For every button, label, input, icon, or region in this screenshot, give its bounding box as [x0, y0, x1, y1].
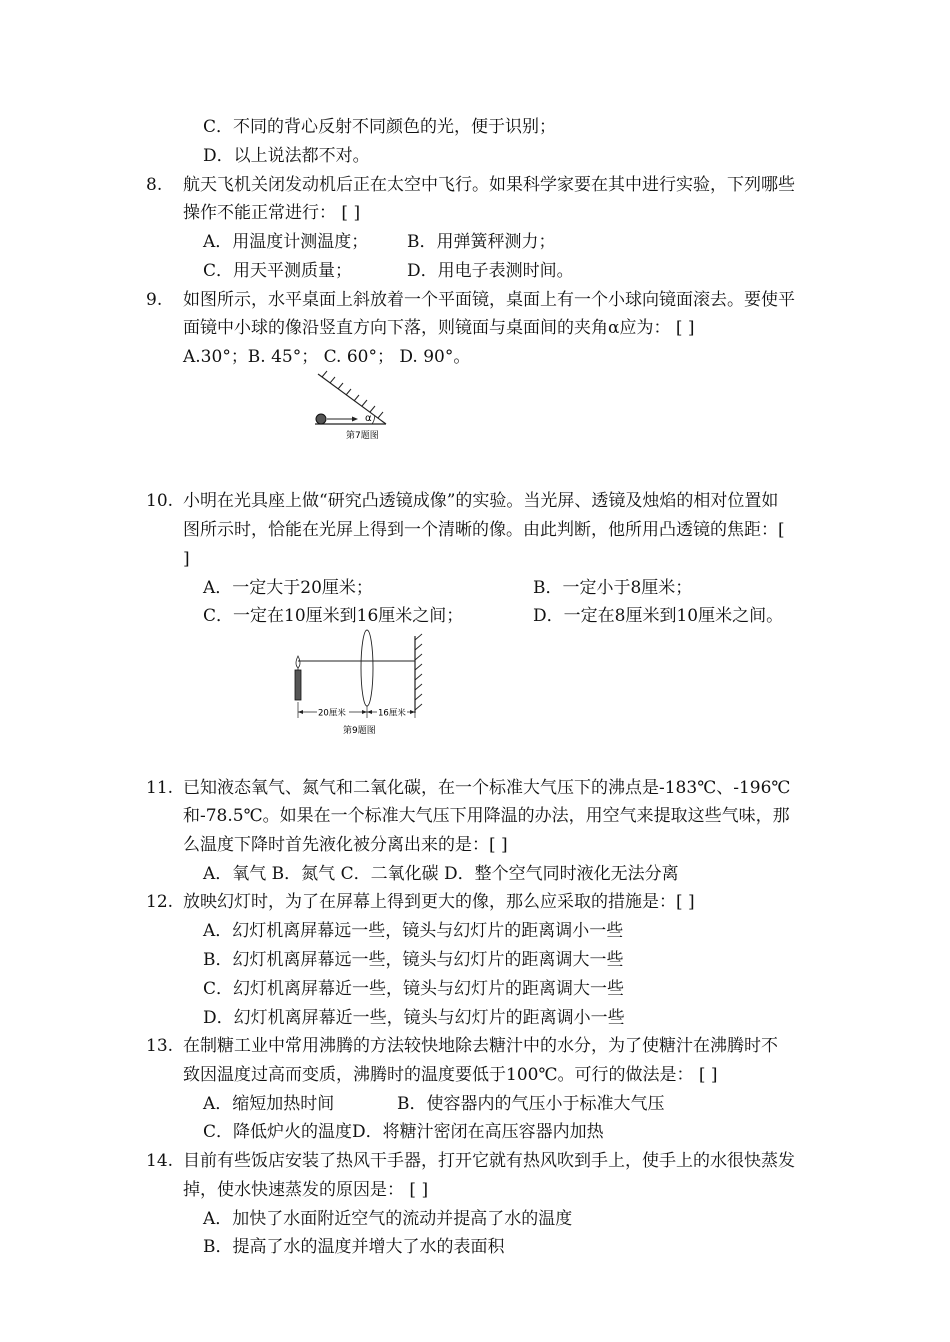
q8-option-d: D．用电子表测时间。 — [407, 261, 574, 281]
q13-stem-line2: 致因温度过高而变质，沸腾时的温度要低于100℃。可行的做法是： [ ] — [183, 1065, 718, 1085]
q14-option-a: A．加快了水面附近空气的流动并提高了水的温度 — [203, 1209, 573, 1229]
q11-stem-line3: 么温度下降时首先液化被分离出来的是：[ ] — [183, 835, 508, 855]
q12-number: 12. — [146, 892, 174, 912]
q13-option-b: B．使容器内的气压小于标准大气压 — [397, 1094, 665, 1114]
q10-dist2-label: 16厘米 — [378, 708, 406, 719]
q9-stem-line1: 如图所示，水平桌面上斜放着一个平面镜，桌面上有一个小球向镜面滚去。要使平 — [183, 290, 795, 310]
lens-icon — [361, 630, 373, 706]
q12-stem-line1: 放映幻灯时，为了在屏幕上得到更大的像，那么应采取的措施是：[ ] — [183, 892, 695, 912]
q11-options: A．氧气 B．氮气 C．二氧化碳 D．整个空气同时液化无法分离 — [203, 864, 679, 884]
q10-dist1-label: 20厘米 — [318, 708, 346, 719]
q10-stem-line1: 小明在光具座上做“研究凸透镜成像”的实验。当光屏、透镜及烛焰的相对位置如 — [183, 491, 779, 511]
q12-option-b: B．幻灯机离屏幕远一些，镜头与幻灯片的距离调大一些 — [203, 950, 624, 970]
q9-angle-label: α — [365, 413, 372, 424]
q13-option-a: A．缩短加热时间 — [203, 1094, 335, 1114]
q10-number: 10. — [146, 491, 174, 511]
q10-stem-line3: ] — [183, 549, 190, 569]
q8-stem-line2: 操作不能正常进行： [ ] — [183, 203, 361, 223]
q9-stem-line2: 面镜中小球的像沿竖直方向下落，则镜面与桌面间的夹角α应为： [ ] — [183, 318, 695, 338]
q10-option-b: B．一定小于8厘米； — [533, 578, 693, 598]
q7-option-c: C．不同的背心反射不同颜色的光，便于识别； — [203, 117, 557, 137]
q12-option-c: C．幻灯机离屏幕近一些，镜头与幻灯片的距离调大一些 — [203, 979, 625, 999]
q8-option-b: B．用弹簧秤测力； — [407, 232, 556, 252]
q10-option-a: A．一定大于20厘米； — [203, 578, 373, 598]
candle-icon — [295, 670, 301, 700]
q8-option-a: A．用温度计测温度； — [203, 232, 369, 252]
q7-option-d: D．以上说法都不对。 — [203, 146, 370, 166]
q14-number: 14. — [146, 1151, 174, 1171]
q10-stem-line2: 图所示时，恰能在光屏上得到一个清晰的像。由此判断，他所用凸透镜的焦距：[ — [183, 520, 785, 540]
q13-option-cd: C．降低炉火的温度D．将糖汁密闭在高压容器内加热 — [203, 1122, 604, 1142]
q12-option-a: A．幻灯机离屏幕远一些，镜头与幻灯片的距离调小一些 — [203, 921, 624, 941]
q9-options: A.30°；B. 45°； C. 60°； D. 90°。 — [183, 347, 471, 367]
q10-optical-bench-figure — [285, 628, 435, 738]
q14-stem-line2: 掉，使水快速蒸发的原因是： [ ] — [183, 1180, 429, 1200]
q9-figure-caption: 第7题图 — [346, 431, 379, 441]
q11-stem-line1: 已知液态氧气、氮气和二氧化碳，在一个标准大气压下的沸点是-183℃、-196℃ — [183, 778, 791, 798]
q10-figure-caption: 第9题图 — [343, 726, 376, 736]
q13-number: 13. — [146, 1036, 174, 1056]
q8-number: 8. — [146, 175, 163, 195]
q10-option-d: D．一定在8厘米到10厘米之间。 — [533, 606, 784, 626]
q8-option-c: C．用天平测质量； — [203, 261, 353, 281]
ball-icon — [316, 414, 326, 424]
q10-option-c: C．一定在10厘米到16厘米之间； — [203, 606, 464, 626]
q11-stem-line2: 和-78.5℃。如果在一个标准大气压下用降温的办法，用空气来提取这些气味，那 — [183, 806, 790, 826]
q8-stem-line1: 航天飞机关闭发动机后正在太空中飞行。如果科学家要在其中进行实验，下列哪些 — [183, 175, 795, 195]
q13-stem-line1: 在制糖工业中常用沸腾的方法较快地除去糖汁中的水分，为了使糖汁在沸腾时不 — [183, 1036, 778, 1056]
q9-mirror-figure — [310, 368, 400, 444]
q14-option-b: B．提高了水的温度并增大了水的表面积 — [203, 1237, 505, 1257]
q9-number: 9. — [146, 290, 163, 310]
q12-option-d: D．幻灯机离屏幕近一些，镜头与幻灯片的距离调小一些 — [203, 1008, 625, 1028]
q14-stem-line1: 目前有些饭店安装了热风干手器，打开它就有热风吹到手上，使手上的水很快蒸发 — [183, 1151, 795, 1171]
q11-number: 11. — [146, 778, 174, 798]
